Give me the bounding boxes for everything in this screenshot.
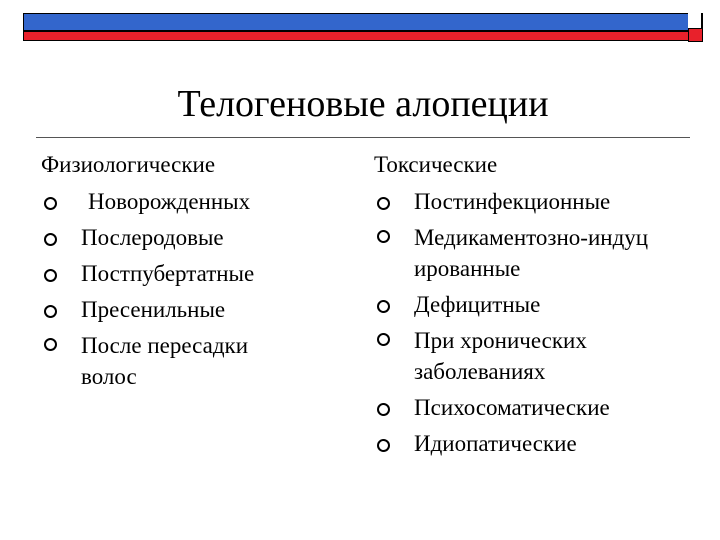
- list-item: [41, 184, 341, 220]
- bullet-circle-icon: [44, 305, 57, 318]
- list-item: [41, 328, 291, 395]
- bullet-circle-icon: [377, 403, 390, 416]
- left-column-heading: Физиологические: [41, 152, 216, 177]
- list-item-text: Пресенильные: [81, 297, 226, 322]
- slide-title-text: Телогеновые алопеции: [177, 83, 549, 125]
- list-item-text: Медикаментозно-индуцированные: [414, 225, 649, 281]
- header-square-notch: [688, 13, 702, 29]
- left-column: [41, 147, 341, 395]
- list-item-text: После пересадки волос: [81, 333, 249, 389]
- bullet-circle-icon: [44, 233, 57, 246]
- list-item: [374, 287, 694, 323]
- list-item-text: При хронических заболеваниях: [414, 328, 587, 384]
- list-item-text: Постинфекционные: [414, 189, 611, 214]
- right-column: [374, 147, 694, 462]
- bullet-circle-icon: [44, 269, 57, 282]
- header-red-bar: [23, 31, 699, 41]
- bullet-circle-icon: [377, 197, 390, 210]
- bullet-circle-icon: [44, 338, 57, 351]
- list-item: [374, 390, 694, 426]
- header-decoration: [0, 0, 720, 48]
- bullet-circle-icon: [44, 197, 57, 210]
- list-item: [41, 292, 341, 328]
- bullet-circle-icon: [377, 439, 390, 452]
- bullet-circle-icon: [377, 300, 390, 313]
- header-blue-bar: [23, 13, 690, 31]
- bullet-circle-icon: [377, 333, 390, 346]
- list-item: [374, 426, 694, 462]
- list-item: [374, 184, 694, 220]
- list-item-text: Послеродовые: [81, 225, 224, 250]
- title-divider: [36, 137, 690, 138]
- list-item-text: Постпубертатные: [81, 261, 255, 286]
- list-item-text: Дефицитные: [414, 292, 541, 317]
- list-item: [374, 220, 654, 287]
- list-item-text: Идиопатические: [414, 431, 577, 456]
- list-item: [374, 323, 674, 390]
- list-item: [41, 256, 341, 292]
- list-item-text: Психосоматические: [414, 395, 610, 420]
- slide-title: [0, 80, 720, 128]
- list-item: [41, 220, 341, 256]
- right-column-heading: Токсические: [374, 152, 498, 177]
- bullet-circle-icon: [377, 230, 390, 243]
- list-item-text: Новорожденных: [88, 189, 251, 214]
